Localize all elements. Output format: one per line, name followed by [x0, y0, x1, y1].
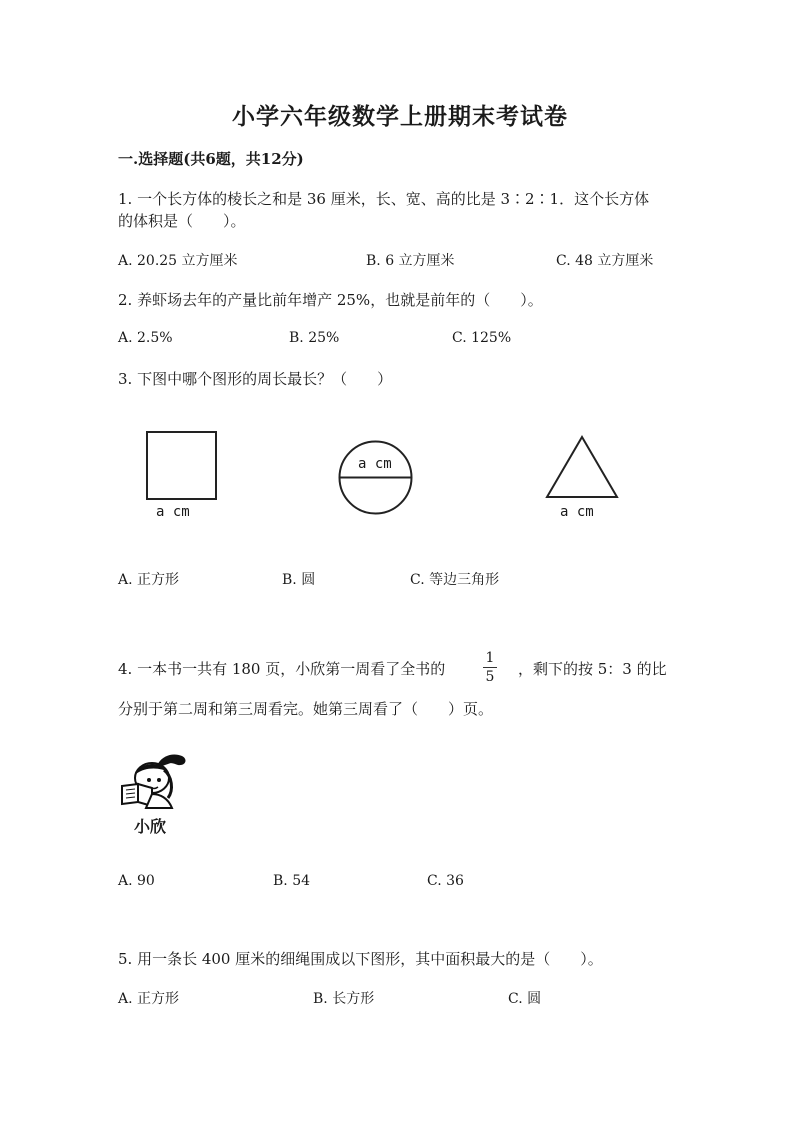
question-5-option-b: B. 长方形 [313, 991, 375, 1007]
question-4-option-c: C. 36 [427, 873, 464, 889]
triangle-side-label: a cm [560, 504, 594, 520]
question-4-line-1-end: ，剩下的按 5：3 的比 [518, 660, 667, 678]
question-3-text: 3. 下图中哪个图形的周长最长？（ ） [118, 370, 393, 388]
question-3-option-a: A. 正方形 [118, 572, 180, 588]
triangle-figure [546, 436, 618, 498]
question-5-text: 5. 用一条长 400 厘米的细绳围成以下图形，其中面积最大的是（ ）。 [118, 950, 603, 968]
question-4-line-2: 分别于第二周和第三周看完。她第三周看了（ ）页。 [118, 700, 494, 718]
question-4-option-b: B. 54 [273, 873, 311, 889]
circle-figure [338, 440, 413, 515]
girl-reading-illustration [116, 750, 192, 814]
question-1-line-2: 的体积是（ ）。 [118, 212, 246, 230]
question-3-option-c: C. 等边三角形 [410, 572, 500, 588]
question-1-line-1: 1. 一个长方体的棱长之和是 36 厘米，长、宽、高的比是 3∶2∶1．这个长方体 [118, 190, 650, 208]
section-heading: 一.选择题(共6题，共12分) [118, 150, 304, 168]
square-side-label: a cm [156, 504, 190, 520]
question-2-option-c: C. 125% [452, 330, 512, 346]
circle-diameter-label: a cm [358, 456, 392, 472]
question-2-option-b: B. 25% [289, 330, 340, 346]
square-figure [146, 431, 218, 501]
fraction-bar [483, 667, 497, 668]
fraction-one-fifth [480, 650, 500, 685]
question-5-option-c: C. 圆 [508, 991, 542, 1007]
fraction-denominator: 5 [485, 669, 495, 685]
question-3-option-b: B. 圆 [282, 572, 316, 588]
question-2-option-a: A. 2.5% [118, 330, 173, 346]
question-5-option-a: A. 正方形 [118, 991, 180, 1007]
page-title: 小学六年级数学上册期末考试卷 [232, 103, 568, 130]
question-1-option-a: A. 20.25 立方厘米 [118, 253, 238, 269]
question-4-line-1-start: 4. 一本书一共有 180 页，小欣第一周看了全书的 [118, 660, 446, 678]
question-4-option-a: A. 90 [118, 873, 155, 889]
fraction-numerator: 1 [485, 650, 495, 666]
question-1-option-c: C. 48 立方厘米 [556, 253, 654, 269]
question-2-text: 2. 养虾场去年的产量比前年增产 25%，也就是前年的（ ）。 [118, 291, 543, 309]
illustration-caption: 小欣 [134, 817, 167, 836]
question-1-option-b: B. 6 立方厘米 [366, 253, 455, 269]
